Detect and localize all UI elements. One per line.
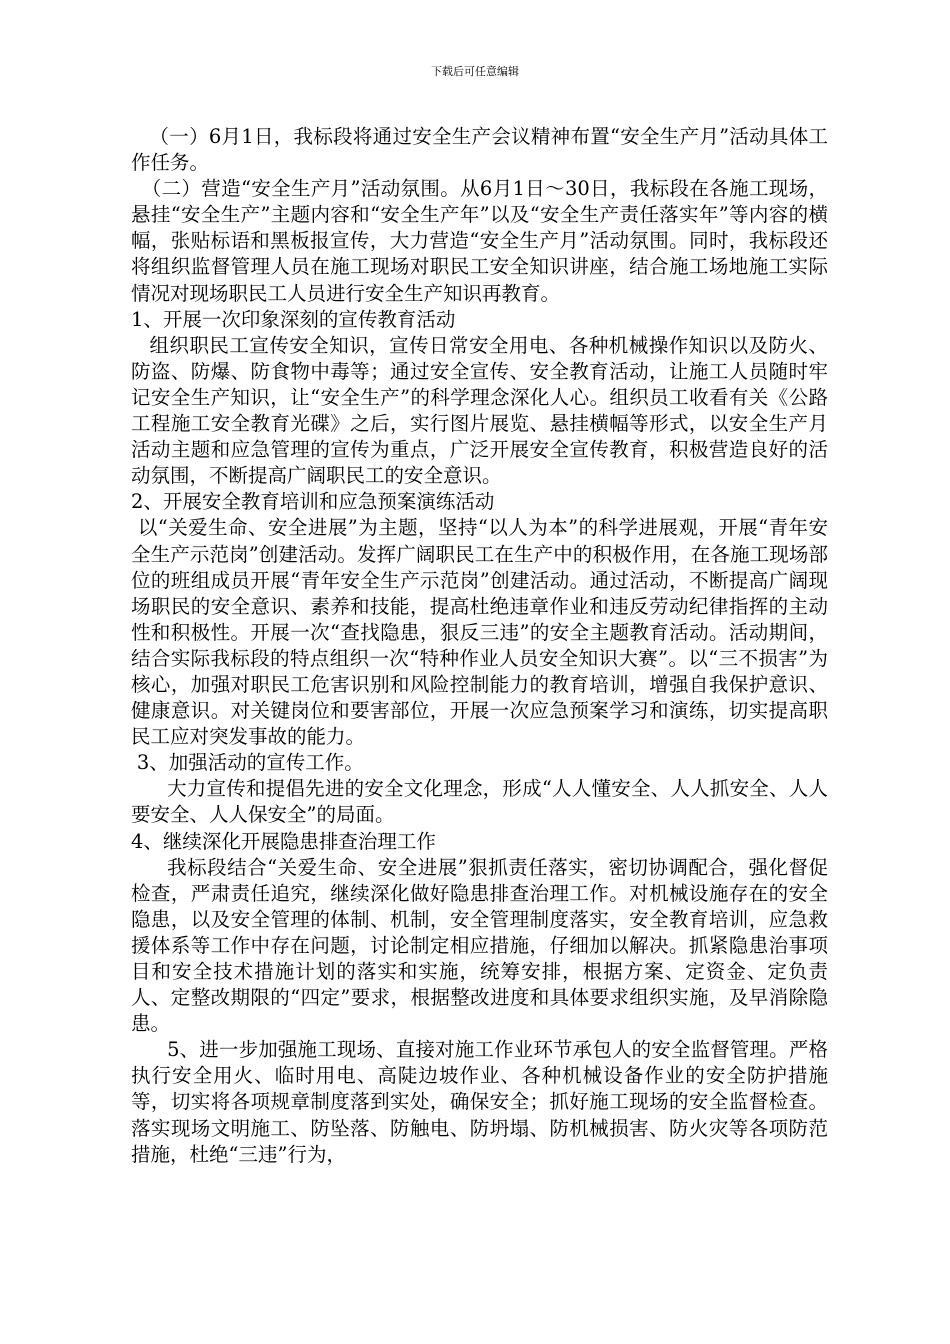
- paragraph-safety-culture: 大力宣传和提倡先进的安全文化理念，形成“人人懂安全、人人抓安全、人人要安全、人人保安全”的局面。: [131, 777, 828, 827]
- section-heading-3: 3、加强活动的宣传工作。: [136, 751, 364, 775]
- paragraph-publicity-education: 组织职民工宣传安全知识，宣传日常安全用电、各种机械操作知识以及防火、防盗、防爆、防食物中毒等；通过安全宣传、安全教育活动，让施工人员随时牢记安全生产知识，让“安全生产”的科学理念深化人心。组织员工收看有关《公路工程施工安全教育光碟》之后，实行图片展览、悬挂横幅等形式，以安全生产月活动主题和应急管理的宣传为重点，广泛开展安全宣传教育，积极营造良好的活动氛围，不断提高广阔职民工的安全意识。: [131, 333, 828, 488]
- section-heading-4: 4、继续深化开展隐患排查治理工作: [131, 829, 436, 853]
- page-header: 下载后可任意编辑: [431, 65, 519, 78]
- section-heading-1: 1、开展一次印象深刻的宣传教育活动: [131, 307, 456, 331]
- paragraph-hazard-investigation: 我标段结合“关爱生命、安全进展”狠抓责任落实，密切协调配合，强化督促检查，严肃责任追究，继续深化做好隐患排查治理工作。对机械设施存在的安全隐患，以及安全管理的体制、机制，安全管理制度落实，安全教育培训，应急救援体系等工作中存在问题，讨论制定相应措施，仔细加以解决。抓紧隐患治事项目和安全技术措施计划的落实和实施，统筹安排，根据方案、定资金、定负责人、定整改期限的“四定”要求，根据整改进度和具体要求组织实施，及早消除隐患。: [131, 855, 828, 1036]
- paragraph-training-drills: 以“关爱生命、安全进展”为主题，坚持“以人为本”的科学进展观，开展“青年安全生产示范岗”创建活动。发挥广阔职民工在生产中的积极作用，在各施工现场部位的班组成员开展“青年安全生产示范岗”创建活动。通过活动，不断提高广阔现场职民的安全意识、素养和技能，提高杜绝违章作业和违反劳动纪律指挥的主动性和积极性。开展一次“查找隐患，狠反三违”的安全主题教育活动。活动期间，结合实际我标段的特点组织一次“特种作业人员安全知识大赛”。以“三不损害”为核心，加强对职民工危害识别和风险控制能力的教育培训，增强自我保护意识、健康意识。对关键岗位和要害部位，开展一次应急预案学习和演练，切实提高职民工应对突发事故的能力。: [131, 516, 828, 749]
- paragraph-atmosphere: （二）营造“安全生产月”活动氛围。从6月1日～30日，我标段在各施工现场，悬挂“安全生产”主题内容和“安全生产年”以及“安全生产责任落实年”等内容的横幅，张贴标语和黑板报宣传，大力营造“安全生产月”活动氛围。同时，我标段还将组织监督管理人员在施工现场对职民工安全知识讲座，结合施工场地施工实际情况对现场职民工人员进行安全生产知识再教育。: [131, 177, 828, 305]
- document-body: [131, 124, 828, 1168]
- section-heading-2: 2、开展安全教育培训和应急预案演练活动: [131, 490, 495, 514]
- paragraph-task-assignment: （一）6月1日，我标段将通过安全生产会议精神布置“安全生产月”活动具体工作任务。: [131, 125, 828, 175]
- paragraph-site-supervision: 5、进一步加强施工现场、直接对施工作业环节承包人的安全监督管理。严格执行安全用火、临时用电、高陡边坡作业、各种机械设备作业的安全防护措施等，切实将各项规章制度落到实处，确保安全；抓好施工现场的安全监督检查。落实现场文明施工、防坠落、防触电、防坍塌、防机械损害、防火灾等各项防范措施，杜绝“三违”行为，: [131, 1038, 828, 1166]
